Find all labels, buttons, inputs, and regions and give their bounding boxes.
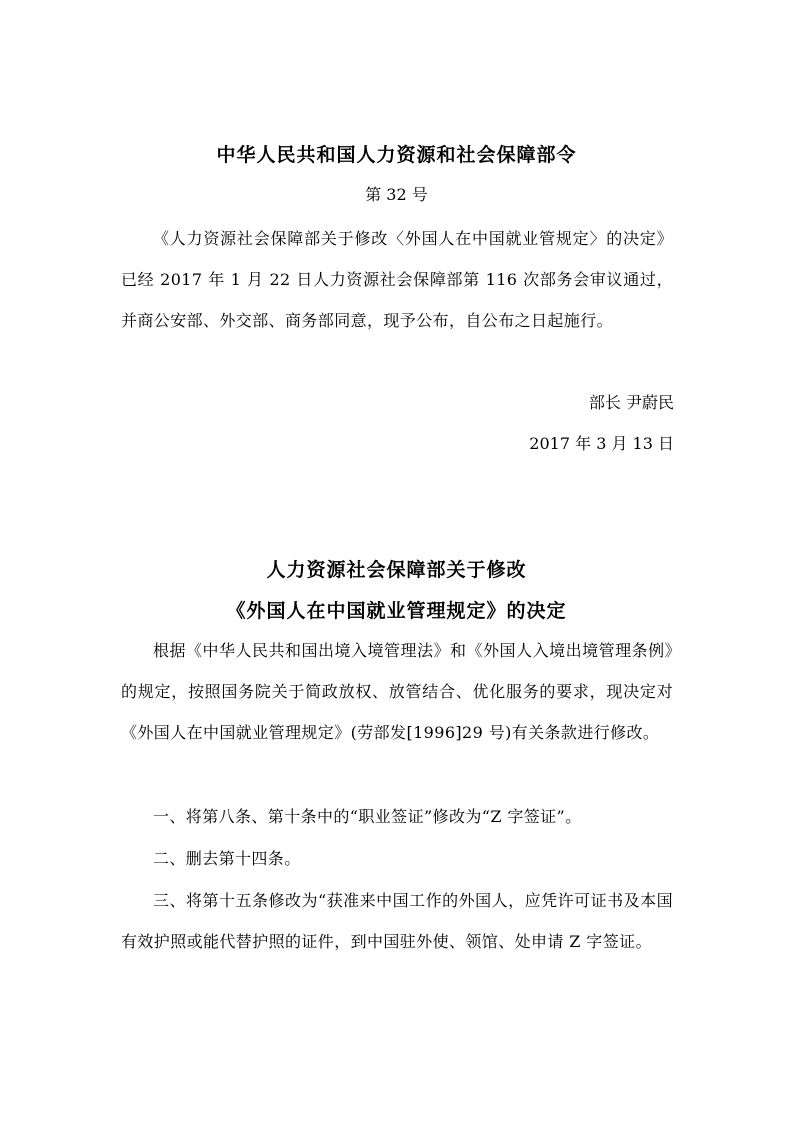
order-body-paragraph: 《人力资源社会保障部关于修改〈外国人在中国就业管规定〉的决定》已经 2017 年 1 月 22 日人力资源社会保障部第 116 次部务会审议通过，并商公安部、外交部、商务部同意，现予公布，自公布之日起施行。 [121, 229, 673, 330]
signatory: 部长 尹蔚民 [588, 393, 674, 412]
decision-paragraph-article-2: 二、删去第十四条。 [153, 849, 301, 868]
decision-paragraph-preamble: 根据《中华人民共和国出境入境管理法》和《外国人入境出境管理条例》的规定，按照国务院关于简政放权、放管结合、优化服务的要求，现决定对《外国人在中国就业管理规定》(劳部发[1996]29 号)有关条款进行修改。 [121, 641, 673, 742]
decision-title-line1: 人力资源社会保障部关于修改 [266, 559, 527, 581]
decision-paragraph-article-3: 三、将第十五条修改为“获准来中国工作的外国人，应凭许可证书及本国有效护照或能代替护照的证件，到中国驻外使、领馆、处申请 Z 字签证。 [121, 891, 673, 951]
signing-date: 2017 年 3 月 13 日 [529, 434, 674, 453]
order-title: 中华人民共和国人力资源和社会保障部令 [216, 144, 577, 166]
decision-title-line2: 《外国人在中国就业管理规定》的决定 [226, 600, 567, 622]
decision-paragraph-article-1: 一、将第八条、第十条中的“职业签证”修改为“Z 字签证”。 [153, 807, 582, 826]
order-number: 第 32 号 [365, 185, 428, 204]
